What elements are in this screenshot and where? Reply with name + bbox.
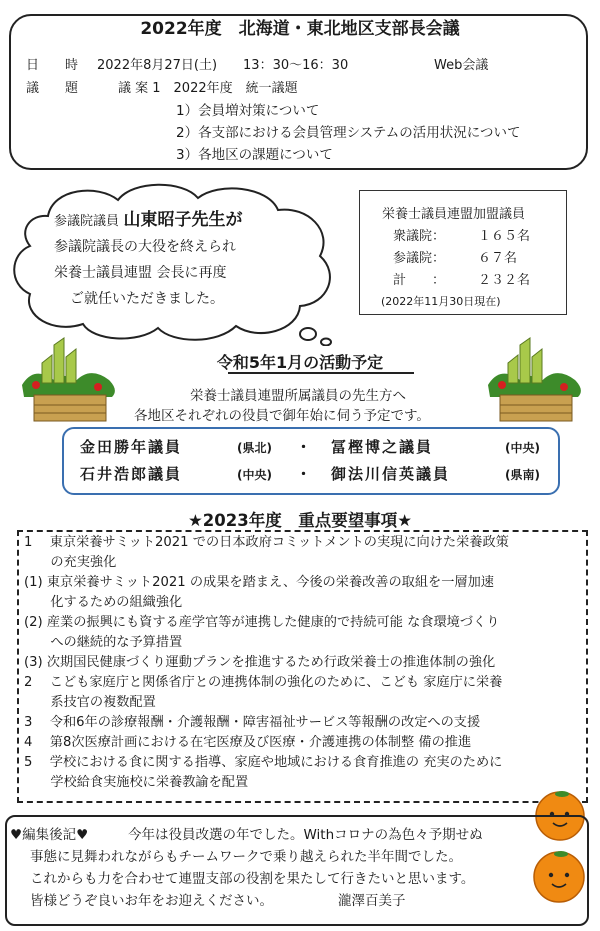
members-title: 栄養士議員連盟加盟議員 [382, 207, 526, 222]
agenda-label: 議 題 [26, 81, 79, 96]
meeting-format: Web会議 [434, 58, 489, 73]
request-line: 学校給食実施校に栄養教諭を配置 [24, 775, 249, 790]
editor-line: 皆様どうぞ良いお年をお迎えください。 [30, 893, 273, 909]
editor-line: 今年は役員改選の年でした。Withコロナの為色々予期せぬ [128, 827, 483, 843]
request-line: 2 こども家庭庁と関係省庁との連携体制の強化のために、こども 家庭庁に栄養 [24, 675, 503, 690]
request-line: の充実強化 [24, 555, 117, 570]
activity-desc: 各地区それぞれの役員で御年始に伺う予定です。 [134, 408, 430, 424]
editor-line: 事態に見舞われながらもチームワークで乗り越えられた半年間でした。 [30, 849, 462, 865]
member-name: 御法川信英議員 [331, 465, 451, 483]
cloud-line: 栄養士議員連盟 会長に再度 [54, 265, 227, 281]
cloud-prefix: 参議院議員 [54, 214, 120, 229]
activity-title-underline [228, 372, 414, 374]
activity-title: 令和5年1月の活動予定 [216, 353, 384, 372]
members-label: 参議院： [393, 251, 446, 266]
request-line: 4 第8次医療計画における在宅医療及び医療・介護連携の体制整 備の推進 [24, 735, 472, 750]
member-name: 金田勝年議員 [80, 438, 183, 456]
request-line: 系技官の複数配置 [24, 695, 156, 710]
kadomatsu-left-icon [14, 335, 124, 425]
request-line: 5 学校における食に関する指導、家庭や地域における食育推進の 充実のために [24, 755, 503, 770]
members-value: ２３２名 [478, 273, 531, 288]
date-value: 2022年8月27日(土) 13：30〜16：30 [97, 58, 349, 73]
member-area: (中央) [505, 441, 540, 455]
members-value: ６７名 [478, 251, 518, 266]
cloud-line: 参議院議長の大役を終えられ [54, 239, 236, 255]
editor-signature: 瀧澤百美子 [338, 893, 406, 909]
agenda-item: 1）会員増対策について [176, 103, 320, 119]
agenda-proposal: 議 案 1 2022年度 統一議題 [118, 81, 298, 96]
member-area: (県北) [237, 441, 272, 455]
separator: ・ [296, 438, 314, 456]
request-line: (2) 産業の振興にも資する産学官等が連携した健康的で持続可能 な食環境づくり [24, 615, 500, 630]
cloud-line: ご就任いただきました。 [70, 291, 224, 307]
cloud-name: 山東昭子先生が [123, 210, 243, 230]
member-area: (県南) [505, 468, 540, 482]
request-line: (1) 東京栄養サミット2021 の成果を踏まえ、今後の栄養改善の取組を一層加速 [24, 575, 494, 590]
request-line: 化するための組織強化 [24, 595, 183, 610]
members-note: (2022年11月30日現在) [381, 295, 501, 308]
kadomatsu-right-icon [480, 335, 590, 425]
cloud-bubble [8, 176, 340, 346]
separator: ・ [296, 465, 314, 483]
agenda-item: 3）各地区の課題について [176, 147, 333, 163]
member-name: 冨樫博之議員 [331, 438, 434, 456]
requests-title: ★2023年度 重点要望事項★ [187, 511, 412, 530]
editor-heading: ♥編集後記♥ [10, 827, 89, 843]
agenda-item: 2）各支部における会員管理システムの活用状況について [176, 125, 521, 141]
members-label: 計 ： [393, 273, 446, 288]
members-label: 衆議院： [393, 229, 446, 244]
date-label: 日 時 [26, 58, 79, 73]
editor-line: これからも力を合わせて連盟支部の役割を果たして行きたいと思います。 [30, 871, 475, 887]
member-area: (中央) [237, 468, 272, 482]
request-line: への継続的な予算措置 [24, 635, 183, 650]
meeting-title: 2022年度 北海道・東北地区支部長会議 [140, 19, 460, 39]
activity-desc: 栄養士議員連盟所属議員の先生方へ [190, 388, 406, 404]
requests-list [24, 533, 509, 793]
members-value: １６５名 [478, 229, 531, 244]
request-line: (3) 次期国民健康づくり運動プランを推進するため行政栄養士の推進体制の強化 [24, 655, 496, 670]
member-name: 石井浩郎議員 [80, 465, 183, 483]
request-line: 1 東京栄養サミット2021 での日本政府コミットメントの実現に向けた栄養政策 [24, 535, 509, 550]
request-line: 3 令和6年の診療報酬・介護報酬・障害福祉サービス等報酬の改定への支援 [24, 715, 481, 730]
